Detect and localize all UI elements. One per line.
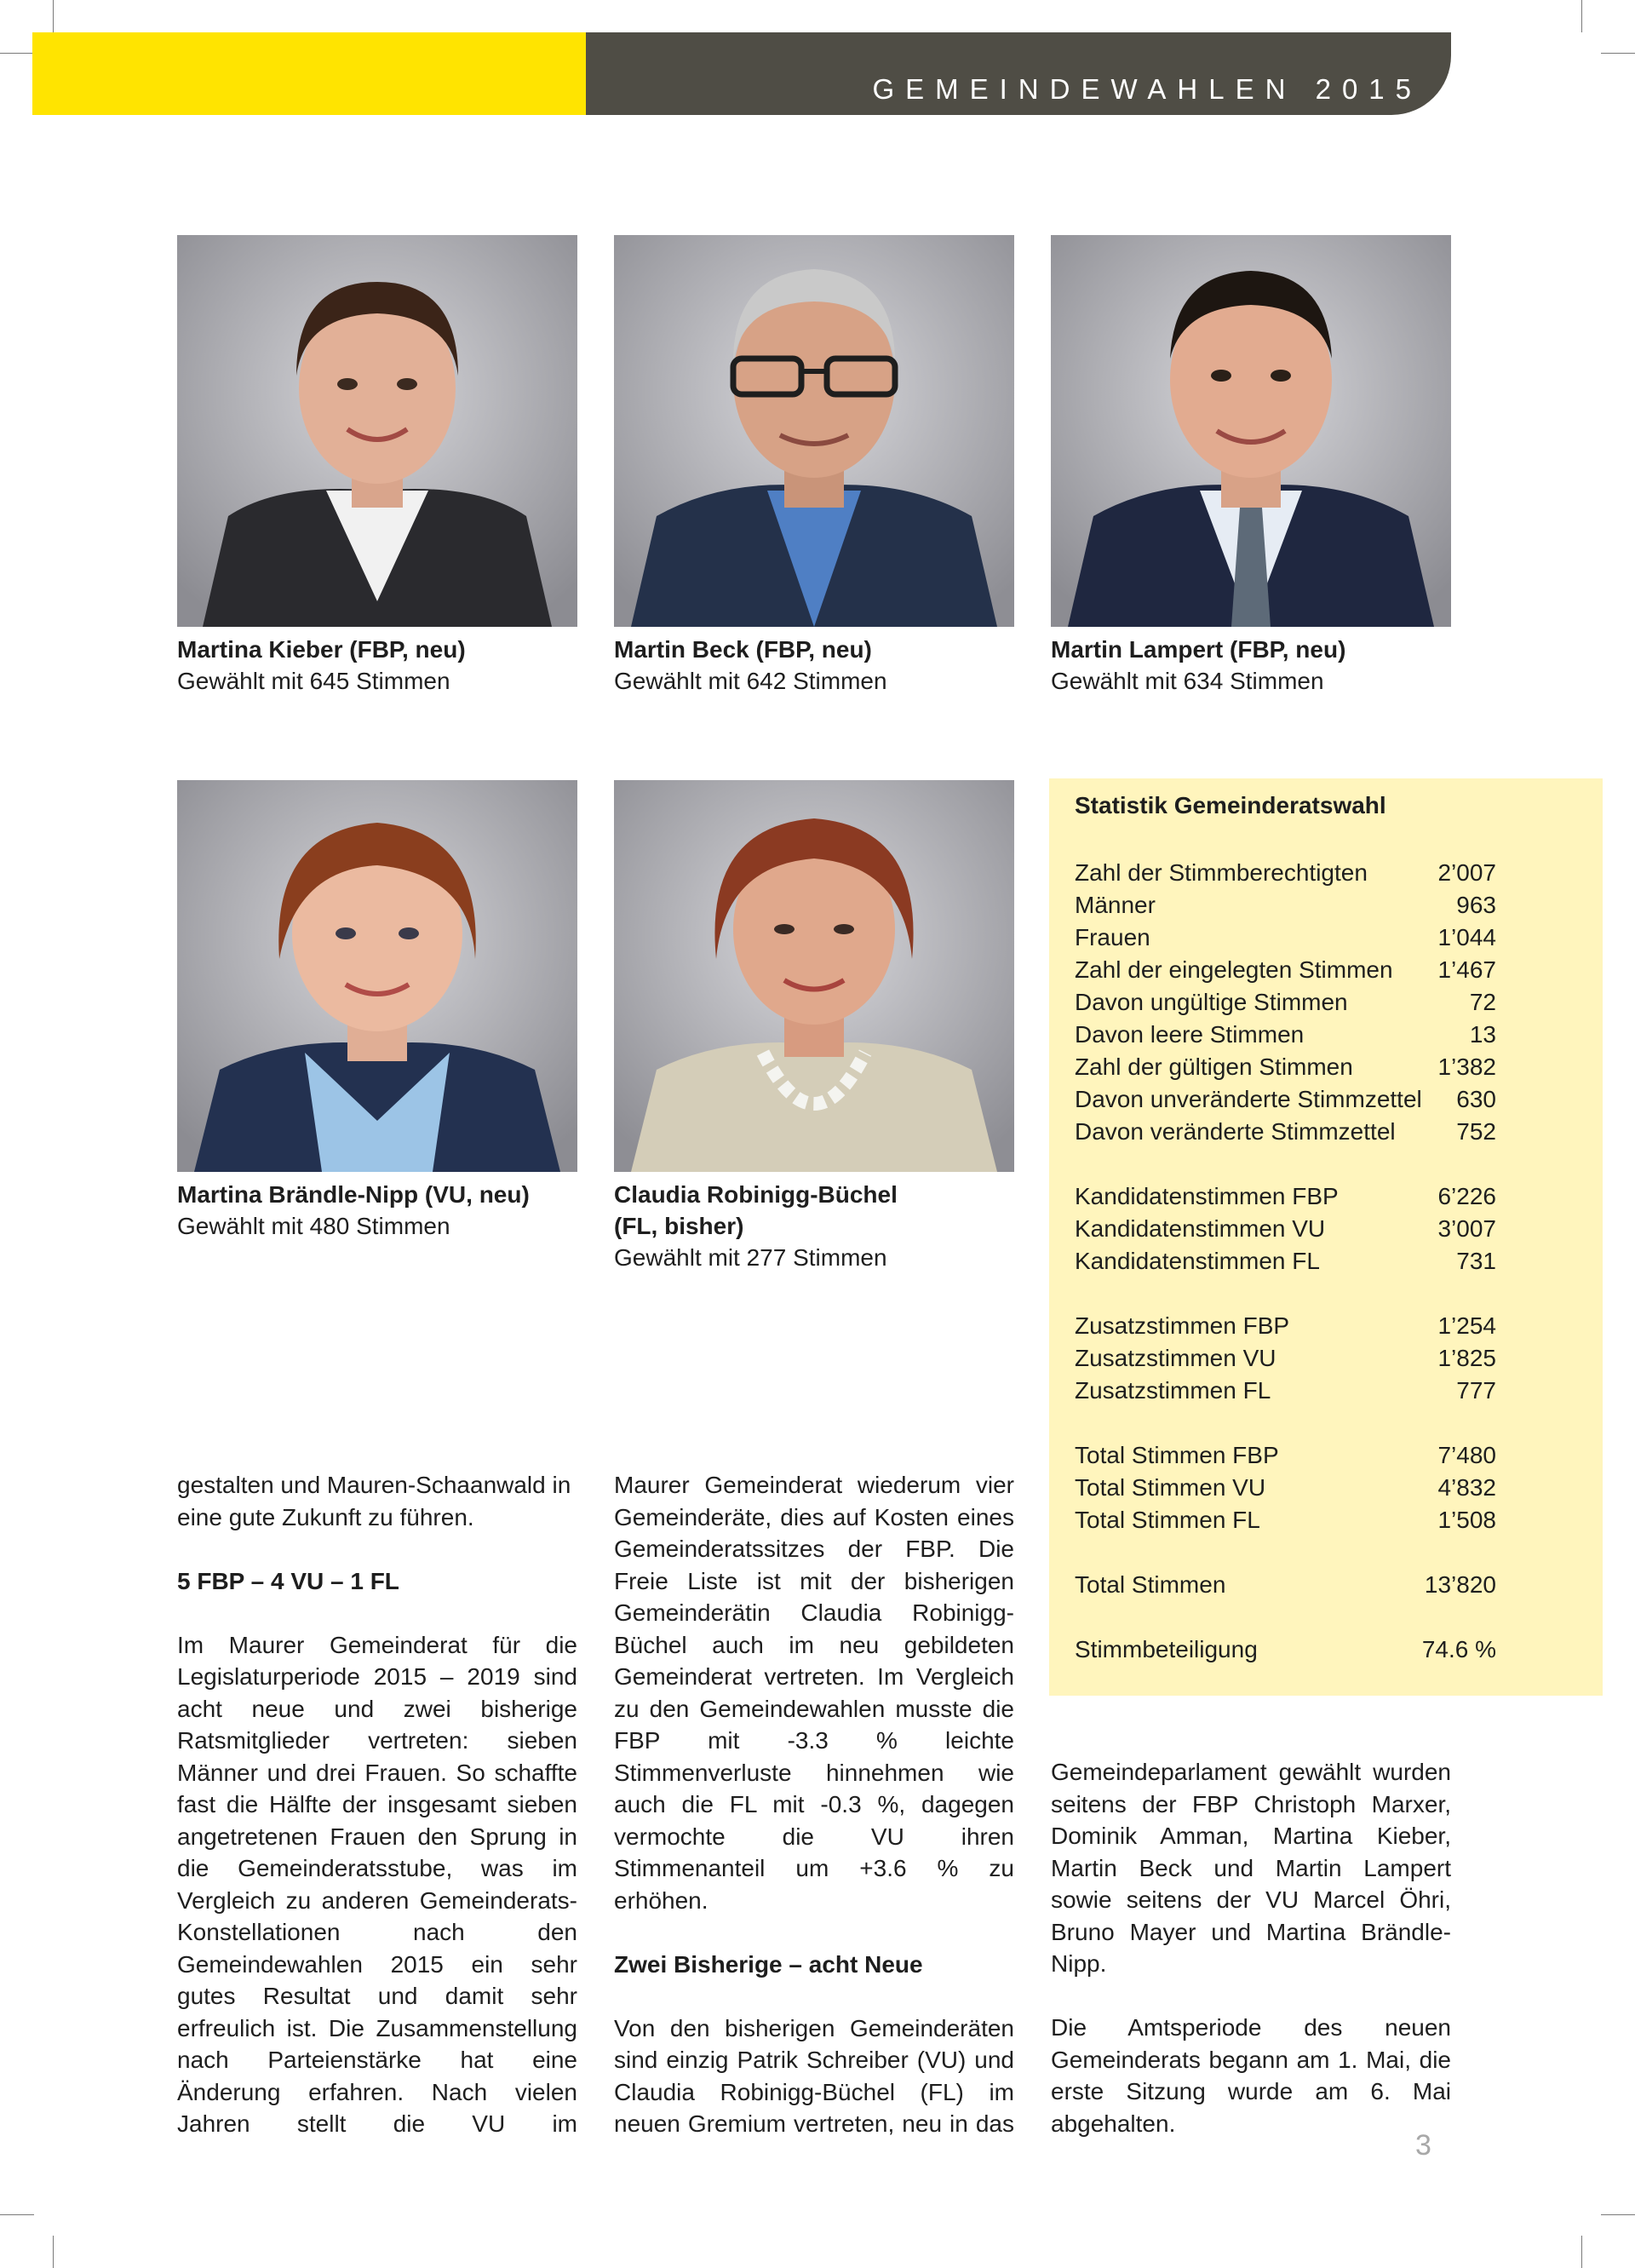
- statistics-label: Männer: [1075, 892, 1156, 918]
- page-number: 3: [1415, 2129, 1431, 2162]
- statistics-row: [1075, 986, 1496, 1018]
- candidate-votes: Gewählt mit 645 Stimmen: [177, 668, 450, 694]
- statistics-label: Kandidatenstimmen VU: [1075, 1215, 1326, 1242]
- section-heading: 5 FBP – 4 VU – 1 FL: [177, 1567, 399, 1594]
- statistics-value: 72: [1469, 989, 1496, 1015]
- portrait-photo-claudia-robinigg-buechel: [614, 780, 1014, 1172]
- statistics-row: [1075, 1569, 1496, 1600]
- candidate-votes: Gewählt mit 642 Stimmen: [614, 668, 887, 694]
- portrait-photo-martin-lampert: [1051, 235, 1451, 627]
- statistics-value: 4’832: [1437, 1474, 1496, 1501]
- statistics-label: Zahl der gültigen Stimmen: [1075, 1054, 1353, 1080]
- statistics-value: 963: [1456, 892, 1496, 918]
- statistics-label: Kandidatenstimmen FL: [1075, 1248, 1320, 1274]
- statistics-label: Davon unveränderte Stimmzettel: [1075, 1086, 1422, 1112]
- statistics-row: [1075, 1342, 1496, 1374]
- statistics-value: 630: [1456, 1086, 1496, 1112]
- statistics-title: Statistik Gemeinderatswahl: [1075, 792, 1386, 818]
- candidate-votes: Gewählt mit 277 Stimmen: [614, 1244, 887, 1271]
- statistics-label: Zusatzstimmen FBP: [1075, 1312, 1290, 1339]
- statistics-value: 777: [1456, 1377, 1496, 1404]
- statistics-value: 1’254: [1437, 1312, 1496, 1339]
- statistics-label: Frauen: [1075, 924, 1150, 950]
- statistics-row: [1075, 1310, 1496, 1341]
- statistics-value: 1’467: [1437, 956, 1496, 983]
- statistics-label: Zahl der eingelegten Stimmen: [1075, 956, 1393, 983]
- statistics-row: [1075, 1472, 1496, 1503]
- candidate-name: Martin Beck (FBP, neu): [614, 636, 872, 663]
- statistics-label: Total Stimmen VU: [1075, 1474, 1266, 1501]
- article-column-1: [177, 1469, 577, 2140]
- crop-mark: [1581, 2236, 1582, 2268]
- paragraph: Gemeindeparlament gewählt wurden seitens der FBP Christoph Marxer, Dominik Amman, Martina Kieber, Martin Beck und Martin Lampert sowie seitens der VU Marcel Öhri, Bruno Mayer und Martina Brändle-Nipp.: [1051, 1759, 1451, 1977]
- statistics-value: 3’007: [1437, 1215, 1496, 1242]
- statistics-row: [1075, 1051, 1496, 1082]
- portrait-photo-martin-beck: [614, 235, 1014, 627]
- statistics-row: [1075, 1083, 1496, 1115]
- paragraph: Maurer Gemeinderat wiederum vier Gemeinderäte, dies auf Kosten eines Gemeinderatssitzes der FBP. Die Freie Liste ist mit der bisherigen Gemeinderätin Claudia Robinigg-Büchel auch im neu gebildeten Gemeinderat vertreten. Im Vergleich zu den Gemeindewahlen musste die FBP mit -3.3 % leichte Stimmenverluste hinnehmen wie auch die FL mit -0.3 %, dagegen vermochte die VU ihren Stimmenanteil um +3.6 % zu erhöhen.: [614, 1472, 1014, 1914]
- crop-mark: [0, 2214, 34, 2215]
- statistics-row: [1075, 1180, 1496, 1212]
- statistics-row: [1075, 1439, 1496, 1471]
- crop-mark: [53, 0, 54, 32]
- header-yellow-bar: [32, 32, 586, 115]
- candidate-name: Martina Kieber (FBP, neu): [177, 636, 466, 663]
- statistics-row: [1075, 1116, 1496, 1147]
- statistics-value: 731: [1456, 1248, 1496, 1274]
- statistics-row: [1075, 889, 1496, 921]
- statistics-value: 752: [1456, 1118, 1496, 1145]
- crop-mark: [1581, 0, 1582, 32]
- statistics-row: [1075, 922, 1496, 953]
- statistics-label: Kandidatenstimmen FBP: [1075, 1183, 1339, 1209]
- statistics-label: Total Stimmen FBP: [1075, 1442, 1279, 1468]
- candidate-name-party: (FL, bisher): [614, 1213, 744, 1239]
- crop-mark: [53, 2236, 54, 2268]
- statistics-value: 13: [1469, 1021, 1496, 1048]
- statistics-value: 1’382: [1437, 1054, 1496, 1080]
- statistics-row: [1075, 1634, 1496, 1665]
- statistics-row: [1075, 857, 1496, 888]
- statistics-label: Zusatzstimmen VU: [1075, 1345, 1276, 1371]
- statistics-label: Total Stimmen: [1075, 1571, 1226, 1598]
- statistics-row: [1075, 1019, 1496, 1050]
- portrait-photo-martina-kieber: [177, 235, 577, 627]
- crop-mark: [1601, 53, 1635, 54]
- portrait-photo-martina-braendle-nipp: [177, 780, 577, 1172]
- statistics-value: 1’825: [1437, 1345, 1496, 1371]
- paragraph: Die Amtsperiode des neuen Gemeinderats begann am 1. Mai, die erste Sitzung wurde am 6. Mai abgehalten.: [1051, 2014, 1451, 2137]
- statistics-row: [1075, 1504, 1496, 1536]
- candidate-votes: Gewählt mit 480 Stimmen: [177, 1213, 450, 1239]
- candidate-name: Martin Lampert (FBP, neu): [1051, 636, 1346, 663]
- candidate-votes: Gewählt mit 634 Stimmen: [1051, 668, 1324, 694]
- crop-mark: [0, 53, 34, 54]
- statistics-label: Davon leere Stimmen: [1075, 1021, 1305, 1048]
- statistics-value: 6’226: [1437, 1183, 1496, 1209]
- statistics-value: 7’480: [1437, 1442, 1496, 1468]
- candidate-name: Claudia Robinigg-Büchel: [614, 1181, 898, 1208]
- article-column-2: [614, 1469, 1014, 2140]
- paragraph: gestalten und Mauren-Schaanwald in: [177, 1472, 571, 1498]
- statistics-row: [1075, 954, 1496, 985]
- statistics-value: 2’007: [1437, 859, 1496, 886]
- statistics-value: 13’820: [1424, 1571, 1496, 1598]
- statistics-value: 1’508: [1437, 1507, 1496, 1533]
- statistics-label: Total Stimmen FL: [1075, 1507, 1260, 1533]
- statistics-label: Zusatzstimmen FL: [1075, 1377, 1271, 1404]
- statistics-label: Stimmbeteiligung: [1075, 1636, 1258, 1662]
- paragraph: Von den bisherigen Gemeinderäten sind einzig Patrik Schreiber (VU) und Claudia Robinigg-Büchel (FL) im neuen Gremium vertreten, neu in das: [614, 2014, 1014, 2137]
- statistics-row: [1075, 1375, 1496, 1406]
- paragraph: Im Maurer Gemeinderat für die Legislaturperiode 2015 – 2019 sind acht neue und zwei bisherige Ratsmitglieder vertreten: sieben Männer und drei Frauen. So schaffte fast die Hälfte der insgesamt sieben angetretenen Frauen den Sprung in die Gemeinderatsstube, was im Vergleich zu anderen Gemeinderats-Konstellationen nach den Gemeindewahlen 2015 ein sehr gutes Resultat und damit sehr erfreulich ist. Die Zusammenstellung nach Parteienstärke hat eine Änderung erfahren. Nach vielen Jahren stellt die VU im: [177, 1631, 577, 2137]
- section-heading: Zwei Bisherige – acht Neue: [614, 1950, 923, 1978]
- article-column-3: [1051, 1756, 1451, 2139]
- page-title: GEMEINDEWAHLEN 2015: [872, 73, 1422, 105]
- statistics-value: 74.6 %: [1421, 1636, 1496, 1662]
- statistics-label: Zahl der Stimmberechtigten: [1075, 859, 1368, 886]
- statistics-row: [1075, 1213, 1496, 1244]
- statistics-value: 1’044: [1437, 924, 1496, 950]
- statistics-label: Davon veränderte Stimmzettel: [1075, 1118, 1396, 1145]
- statistics-label: Davon ungültige Stimmen: [1075, 989, 1348, 1015]
- crop-mark: [1601, 2214, 1635, 2215]
- statistics-row: [1075, 1245, 1496, 1277]
- candidate-name: Martina Brändle-Nipp (VU, neu): [177, 1181, 530, 1208]
- paragraph: eine gute Zukunft zu führen.: [177, 1503, 474, 1530]
- statistics-box: [1049, 778, 1603, 1696]
